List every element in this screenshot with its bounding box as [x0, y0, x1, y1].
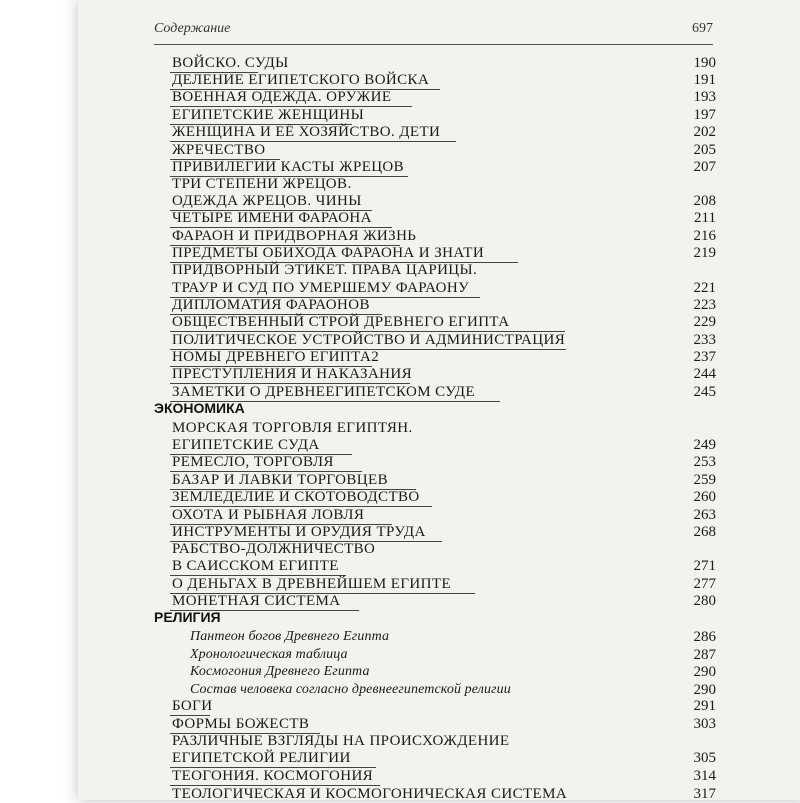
toc-entry-page: 223 — [693, 297, 716, 313]
toc-entry[interactable] — [172, 227, 716, 245]
toc-entry[interactable] — [172, 767, 716, 785]
toc-entry-title: БАЗАР И ЛАВКИ ТОРГОВЦЕВ — [172, 472, 388, 488]
toc-entry[interactable] — [172, 715, 716, 733]
toc-entry-page: 280 — [693, 593, 716, 609]
toc-entry-page: 290 — [693, 682, 716, 698]
toc-entry-title: ПРИДВОРНЫЙ ЭТИКЕТ. ПРАВА ЦАРИЦЫ. — [172, 262, 478, 278]
toc-entry[interactable] — [172, 279, 716, 297]
toc-entry-title: ИНСТРУМЕНТЫ И ОРУДИЯ ТРУДА — [172, 524, 426, 540]
toc-entry-page: 190 — [693, 55, 716, 71]
toc-entry-title: ЗЕМЛЕДЕЛИЕ И СКОТОВОДСТВО — [172, 489, 420, 505]
toc-entry-title: НОМЫ ДРЕВНЕГО ЕГИПТА2 — [172, 349, 380, 365]
section-heading: РЕЛИГИЯ — [154, 609, 221, 625]
toc-entry-title: Состав человека согласно древнеегипетской религии — [190, 682, 511, 697]
toc-entry[interactable] — [190, 646, 716, 664]
toc-entry[interactable] — [172, 365, 716, 383]
toc-entry-title: ЧЕТЫРЕ ИМЕНИ ФАРАОНА — [172, 210, 372, 226]
toc-entry[interactable] — [172, 106, 716, 124]
page-number: 697 — [692, 21, 713, 36]
toc-entry[interactable] — [172, 732, 716, 750]
toc-entry-title: ЖРЕЧЕСТВО — [172, 142, 266, 158]
toc-entry-page: 271 — [693, 558, 716, 574]
toc-entry[interactable] — [172, 471, 716, 489]
toc-entry[interactable] — [172, 158, 716, 176]
toc-entry-page: 207 — [693, 159, 716, 175]
toc-entry-title: ЕГИПЕТСКОЙ РЕЛИГИИ — [172, 750, 351, 766]
toc-entry-title: ПОЛИТИЧЕСКОЕ УСТРОЙСТВО И АДМИНИСТРАЦИЯ — [172, 332, 566, 348]
toc-entry-title: ПРЕДМЕТЫ ОБИХОДА ФАРАОНА И ЗНАТИ — [172, 245, 485, 261]
toc-entry-page: 205 — [693, 142, 716, 158]
toc-entry-title: РЕМЕСЛО, ТОРГОВЛЯ — [172, 454, 334, 470]
toc-entry-page: 314 — [693, 768, 716, 784]
toc-entry-page: 221 — [693, 280, 716, 296]
toc-entry-title: ЖЕНЩИНА И ЕЁ ХОЗЯЙСТВО. ДЕТИ — [172, 124, 441, 140]
toc-entry-page: 317 — [693, 786, 716, 802]
toc-entry-title: ЕГИПЕТСКИЕ СУДА — [172, 437, 320, 453]
toc-entry[interactable] — [172, 523, 716, 541]
toc-entry-title: ОБЩЕСТВЕННЫЙ СТРОЙ ДРЕВНЕГО ЕГИПТА — [172, 314, 510, 330]
toc-entry-title: ЕГИПЕТСКИЕ ЖЕНЩИНЫ — [172, 107, 365, 123]
toc-entry-page: 268 — [693, 524, 716, 540]
toc-entry-title: ТЕОГОНИЯ. КОСМОГОНИЯ — [172, 768, 374, 784]
toc-entry-page: 216 — [693, 228, 716, 244]
toc-entry-title: ЗАМЕТКИ О ДРЕВНЕЕГИПЕТСКОМ СУДЕ — [172, 384, 476, 400]
toc-entry[interactable] — [172, 88, 716, 106]
toc-entry-page: 219 — [693, 245, 716, 261]
toc-entry[interactable] — [172, 331, 716, 349]
toc-entry[interactable] — [172, 540, 716, 558]
toc-entry[interactable] — [172, 348, 716, 366]
toc-entry-title: О ДЕНЬГАХ В ДРЕВНЕЙШЕМ ЕГИПТЕ — [172, 576, 452, 592]
toc-entry-page: 211 — [694, 210, 716, 226]
toc-entry-title: ТРАУР И СУД ПО УМЕРШЕМУ ФАРАОНУ — [172, 280, 470, 296]
toc-entry[interactable] — [172, 313, 716, 331]
toc-entry-title: ДЕЛЕНИЕ ЕГИПЕТСКОГО ВОЙСКА — [172, 72, 430, 88]
toc-entry[interactable] — [172, 557, 716, 575]
toc-entry-page: 259 — [693, 472, 716, 488]
toc-entry-title: Хронологическая таблица — [190, 647, 348, 662]
toc-entry[interactable] — [172, 506, 716, 524]
toc-entry-title: ВОЙСКО. СУДЫ — [172, 55, 289, 71]
toc-entry-page: 291 — [693, 698, 716, 714]
toc-entry-page: 260 — [693, 489, 716, 505]
toc-entry[interactable] — [172, 244, 716, 262]
toc-entry-page: 249 — [693, 437, 716, 453]
toc-entry[interactable] — [172, 592, 716, 610]
toc-entry-title: Космогония Древнего Египта — [190, 664, 370, 679]
toc-entry-title: ДИПЛОМАТИЯ ФАРАОНОВ — [172, 297, 370, 313]
toc-entry-page: 287 — [693, 647, 716, 663]
toc-entry-page: 290 — [693, 664, 716, 680]
toc-entry-title: ОДЕЖДА ЖРЕЦОВ. ЧИНЫ — [172, 193, 362, 209]
toc-entry-title: ОХОТА И РЫБНАЯ ЛОВЛЯ — [172, 507, 365, 523]
toc-entry[interactable] — [172, 785, 716, 803]
toc-entry-title: ФАРАОН И ПРИДВОРНАЯ ЖИЗНЬ — [172, 228, 417, 244]
toc-entry[interactable] — [190, 663, 716, 681]
toc-entry-page: 197 — [693, 107, 716, 123]
toc-entry[interactable] — [172, 575, 716, 593]
toc-entry[interactable] — [190, 628, 716, 646]
toc-entry[interactable] — [172, 749, 716, 767]
toc-entry-title: Пантеон богов Древнего Египта — [190, 629, 390, 644]
toc-entry-page: 286 — [693, 629, 716, 645]
toc-entry[interactable] — [172, 175, 716, 193]
toc-entry[interactable] — [172, 419, 716, 437]
toc-entry[interactable] — [172, 436, 716, 454]
toc-entry-title: ПРЕСТУПЛЕНИЯ И НАКАЗАНИЯ — [172, 366, 413, 382]
toc-entry-page: 305 — [693, 750, 716, 766]
toc-entry[interactable] — [172, 54, 716, 72]
toc-entry[interactable] — [172, 71, 716, 89]
toc-entry[interactable] — [172, 488, 716, 506]
toc-entry[interactable] — [172, 209, 716, 227]
toc-entry-page: 202 — [693, 124, 716, 140]
toc-entry[interactable] — [172, 296, 716, 314]
toc-entry-page: 237 — [693, 349, 716, 365]
toc-entry-page: 277 — [693, 576, 716, 592]
toc-entry[interactable] — [172, 141, 716, 159]
toc-entry-title: МОРСКАЯ ТОРГОВЛЯ ЕГИПТЯН. — [172, 420, 413, 436]
toc-entry-page: 229 — [693, 314, 716, 330]
toc-entry-title: РАБСТВО-ДОЛЖНИЧЕСТВО — [172, 541, 376, 557]
toc-entry-page: 303 — [693, 716, 716, 732]
toc-entry-title: ТРИ СТЕПЕНИ ЖРЕЦОВ. — [172, 176, 352, 192]
toc-entry-title: РАЗЛИЧНЫЕ ВЗГЛЯДЫ НА ПРОИСХОЖДЕНИЕ — [172, 733, 510, 749]
toc-entry-title: ВОЕННАЯ ОДЕЖДА. ОРУЖИЕ — [172, 89, 392, 105]
toc-entry-page: 208 — [693, 193, 716, 209]
toc-entry-title: ПРИВИЛЕГИИ КАСТЫ ЖРЕЦОВ — [172, 159, 404, 175]
section-heading: ЭКОНОМИКА — [154, 400, 245, 416]
toc-entry-page: 244 — [693, 366, 716, 382]
toc-entry-page: 233 — [693, 332, 716, 348]
toc-entry[interactable] — [172, 192, 716, 210]
toc-entry-title: ТЕОЛОГИЧЕСКАЯ И КОСМОГОНИЧЕСКАЯ СИСТЕМА — [172, 786, 568, 802]
toc-entry-page: 193 — [693, 89, 716, 105]
running-title: Содержание — [154, 21, 231, 36]
toc-entry-title: В САИССКОМ ЕГИПТЕ — [172, 558, 339, 574]
toc-entry-page: 191 — [693, 72, 716, 88]
toc-entry[interactable] — [172, 383, 716, 401]
toc-entry-page: 245 — [693, 384, 716, 400]
toc-entry[interactable] — [172, 697, 716, 715]
toc-entry-page: 253 — [693, 454, 716, 470]
page-header — [154, 18, 713, 45]
toc-entry-title: МОНЕТНАЯ СИСТЕМА — [172, 593, 341, 609]
toc-entry[interactable] — [172, 261, 716, 279]
toc-entry-title: ФОРМЫ БОЖЕСТВ — [172, 716, 310, 732]
toc-entry[interactable] — [172, 453, 716, 471]
toc-entry[interactable] — [172, 123, 716, 141]
toc-entry-page: 263 — [693, 507, 716, 523]
toc-entry-title: БОГИ — [172, 698, 213, 714]
